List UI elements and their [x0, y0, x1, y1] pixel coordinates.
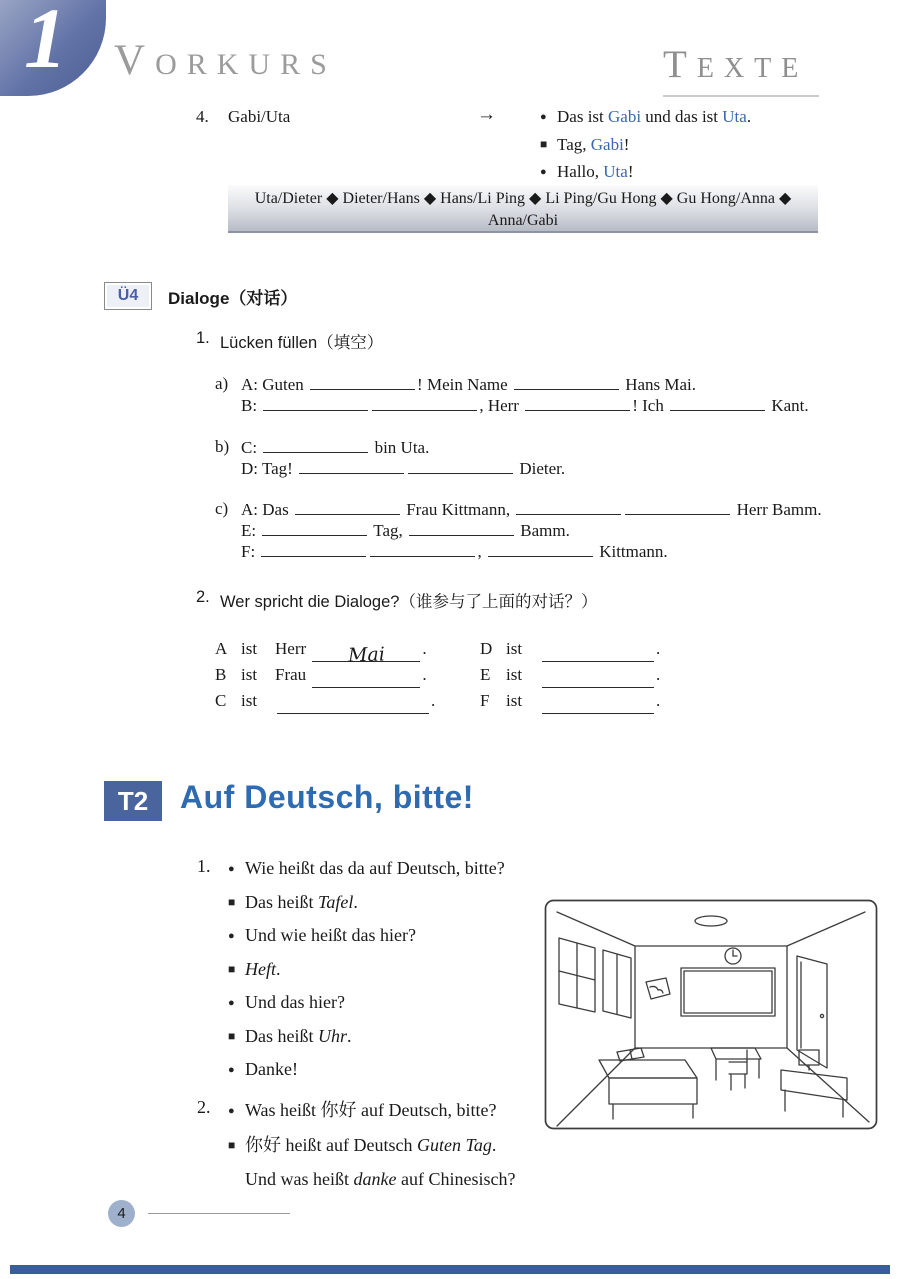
dialog-text: Danke!	[245, 1059, 298, 1079]
circle-bullet-icon: ●	[228, 1105, 235, 1117]
fill-blank	[409, 521, 514, 536]
fill-blank	[625, 500, 730, 515]
name-highlight: Gabi	[608, 107, 642, 126]
answer-verb: ist	[241, 691, 258, 710]
fill-label: c)	[215, 499, 229, 518]
section-title-initial: T	[663, 43, 697, 86]
fill-label: a)	[215, 374, 229, 393]
fill-line	[241, 395, 855, 416]
answer-row	[215, 636, 480, 667]
fill-blank	[299, 459, 404, 474]
answer-verb: ist	[506, 691, 523, 710]
fill-line	[241, 520, 855, 541]
dialog-text: Und das hier?	[245, 992, 345, 1012]
dialog-text: .	[347, 1026, 352, 1046]
dialog-italic: danke	[353, 1169, 397, 1189]
answer-letter: D	[480, 639, 493, 658]
answer-title: Herr	[275, 639, 311, 658]
drill-text: !	[623, 135, 630, 154]
dialog-line	[228, 853, 505, 887]
dialog-italic: Tafel	[317, 892, 354, 912]
square-bullet-icon: ■	[228, 962, 236, 976]
dialog-text: auf Chinesisch?	[396, 1169, 516, 1189]
footer-divider	[148, 1213, 290, 1214]
fill-blank	[262, 521, 367, 536]
fill-text: C:	[241, 438, 262, 457]
answer-verb: ist	[241, 639, 258, 658]
dialog-text: auf Deutsch, bitte?	[356, 1100, 497, 1120]
dialog-line	[228, 1054, 505, 1088]
cue-line: Anna/Gabi	[487, 212, 559, 229]
dialog-italic: Heft	[245, 959, 276, 979]
dialog-text: heißt auf Deutsch	[281, 1135, 417, 1155]
circle-bullet-icon: ●	[228, 1064, 235, 1076]
answer-period: .	[422, 639, 427, 658]
square-bullet-icon: ■	[228, 1029, 236, 1043]
fill-line	[241, 541, 855, 562]
name-highlight: Uta	[722, 107, 747, 126]
fill-text: B:	[241, 396, 262, 415]
answer-period: .	[422, 665, 427, 684]
page-number: 4	[108, 1200, 135, 1227]
text-title: Auf Deutsch, bitte!	[180, 779, 474, 815]
fill-block-c	[215, 499, 855, 562]
answer-period: .	[656, 691, 661, 710]
fill-text: ! Mein Name	[417, 375, 512, 394]
name-highlight: Uta	[603, 162, 628, 181]
drill-text: Hallo,	[557, 162, 604, 181]
task2-number: 2.	[196, 588, 210, 606]
handwritten-answer: Mai	[347, 643, 386, 667]
circle-bullet-icon: ●	[228, 930, 235, 942]
dialog-text: Was heißt	[245, 1100, 321, 1120]
answer-title: Frau	[275, 665, 311, 684]
fill-line	[241, 499, 855, 520]
fill-blank	[295, 500, 400, 515]
fill-text: A: Das	[241, 500, 293, 519]
dialog-text: Das heißt	[245, 892, 318, 912]
fill-blank	[310, 375, 415, 390]
circle-bullet-icon: ●	[540, 166, 547, 178]
chinese-word: 你好	[320, 1100, 357, 1120]
chapter-title-initial: V	[114, 37, 156, 84]
answer-row	[480, 662, 690, 688]
dialog-line	[228, 987, 505, 1021]
fill-text: A: Guten	[241, 375, 309, 394]
drill-text: Das ist	[557, 107, 608, 126]
chinese-word: 你好	[245, 1135, 281, 1155]
bottom-bar	[10, 1265, 890, 1274]
answer-row	[480, 636, 690, 662]
text-badge-t2: T2	[104, 781, 162, 821]
fill-blank	[261, 542, 366, 557]
fill-blank	[488, 542, 593, 557]
fill-blank	[525, 396, 630, 411]
answer-period: .	[656, 665, 661, 684]
dialog-line	[228, 1021, 505, 1054]
answer-blank	[277, 695, 429, 714]
cue-line: Uta/Dieter ◆ Dieter/Hans ◆ Hans/Li Ping ◆ Li Ping/Gu Hong ◆ Gu Hong/Anna ◆	[254, 190, 792, 207]
answer-period: .	[431, 691, 436, 710]
square-bullet-icon: ■	[540, 137, 548, 151]
dialog-text: Das heißt	[245, 1026, 318, 1046]
fill-text: Dieter.	[515, 459, 566, 478]
dialog-text: Und was heißt	[245, 1169, 354, 1189]
drill-line	[540, 132, 751, 159]
dialog-line	[228, 1094, 515, 1129]
fill-block-b	[215, 437, 855, 479]
dialog-text: Und wie heißt das hier?	[245, 925, 416, 945]
circle-bullet-icon: ●	[540, 111, 547, 123]
answer-blank	[312, 669, 420, 688]
drill-text: .	[746, 107, 752, 126]
answer-letter: F	[480, 691, 490, 710]
fill-text: Frau Kittmann,	[401, 500, 515, 519]
dialog1-lines	[228, 853, 505, 1088]
fill-text: Herr Bamm.	[732, 500, 822, 519]
fill-label: b)	[215, 437, 230, 456]
fill-blank	[516, 500, 621, 515]
task2-title: Wer spricht die Dialoge?（谁参与了上面的对话？）	[220, 593, 598, 611]
arrow-icon: →	[477, 104, 496, 125]
dialog2-lines	[228, 1094, 515, 1195]
fill-text: F:	[241, 542, 260, 561]
fill-text: D: Tag!	[241, 459, 298, 478]
fill-blank	[670, 396, 765, 411]
task1-title: Lücken füllen（填空）	[220, 334, 384, 352]
classroom-illustration	[543, 898, 879, 1131]
section-title	[663, 42, 819, 97]
dialog-line	[228, 920, 505, 954]
dialog-text: .	[491, 1135, 497, 1155]
chapter-corner-shape	[0, 0, 106, 96]
square-bullet-icon: ■	[228, 1138, 236, 1152]
chapter-number: 1	[24, 0, 67, 86]
dialog-italic: Uhr	[317, 1026, 347, 1046]
fill-blank	[408, 459, 513, 474]
drill-text: und das ist	[641, 107, 723, 126]
fill-text: , Herr	[479, 396, 524, 415]
dialog2-number: 2.	[197, 1097, 211, 1117]
answer-letter: B	[215, 665, 227, 684]
fill-line	[241, 458, 855, 479]
fill-block-a	[215, 374, 855, 416]
fill-blank	[263, 396, 368, 411]
circle-bullet-icon: ●	[228, 863, 235, 875]
dialog-text: .	[276, 959, 281, 979]
answer-blank	[542, 695, 654, 714]
square-bullet-icon: ■	[228, 895, 236, 909]
answer-blank	[542, 669, 654, 688]
dialog-text: Wie heißt das da auf Deutsch, bitte?	[245, 858, 505, 878]
answer-verb: ist	[506, 665, 523, 684]
dialog-line	[228, 1163, 515, 1195]
fill-text: Kant.	[767, 396, 809, 415]
drill-text: !	[627, 162, 634, 181]
fill-text: Tag,	[369, 521, 408, 540]
fill-text: E:	[241, 521, 261, 540]
dialog-line	[228, 887, 505, 920]
answer-row	[215, 688, 480, 714]
dialog-text: .	[353, 892, 358, 912]
drill-cue: Gabi/Uta	[228, 107, 291, 126]
drill-example-lines	[540, 104, 751, 187]
circle-bullet-icon: ●	[228, 997, 235, 1009]
fill-line	[241, 374, 855, 395]
answer-letter: C	[215, 691, 227, 710]
fill-text: bin Uta.	[370, 438, 430, 457]
dialog1-number: 1.	[197, 856, 211, 876]
drill-item-number: 4.	[196, 107, 209, 126]
answers-grid	[215, 636, 690, 714]
fill-text: Kittmann.	[594, 542, 668, 561]
dialog-line	[228, 954, 505, 987]
answer-letter: A	[215, 639, 228, 658]
answer-verb: ist	[506, 639, 523, 658]
answer-row	[480, 688, 690, 714]
chapter-title	[114, 36, 337, 85]
drill-line	[540, 104, 751, 132]
substitution-cue-box	[228, 185, 818, 233]
exercise-title: Dialoge（对话）	[168, 289, 298, 308]
fill-text: Bamm.	[516, 521, 570, 540]
drill-text: Tag,	[557, 135, 591, 154]
fill-text: Hans Mai.	[620, 375, 697, 394]
answer-period: .	[656, 639, 661, 658]
dialog-italic: Guten Tag	[416, 1135, 492, 1155]
section-title-rest: EXTE	[696, 53, 809, 84]
fill-blank	[370, 542, 475, 557]
chapter-title-rest: ORKURS	[155, 48, 337, 81]
fill-blank	[263, 438, 368, 453]
drill-line	[540, 159, 751, 187]
task1-number: 1.	[196, 329, 210, 347]
name-highlight: Gabi	[590, 135, 624, 154]
answer-verb: ist	[241, 665, 258, 684]
fill-text: ,	[477, 542, 486, 561]
fill-blank	[372, 396, 477, 411]
fill-blank	[514, 375, 619, 390]
fill-text: ! Ich	[632, 396, 669, 415]
dialog-line	[228, 1129, 515, 1163]
answer-blank	[312, 643, 420, 667]
answer-letter: E	[480, 665, 491, 684]
exercise-badge-u4: Ü4	[104, 282, 152, 310]
fill-line	[241, 437, 855, 458]
answer-blank	[542, 643, 654, 662]
